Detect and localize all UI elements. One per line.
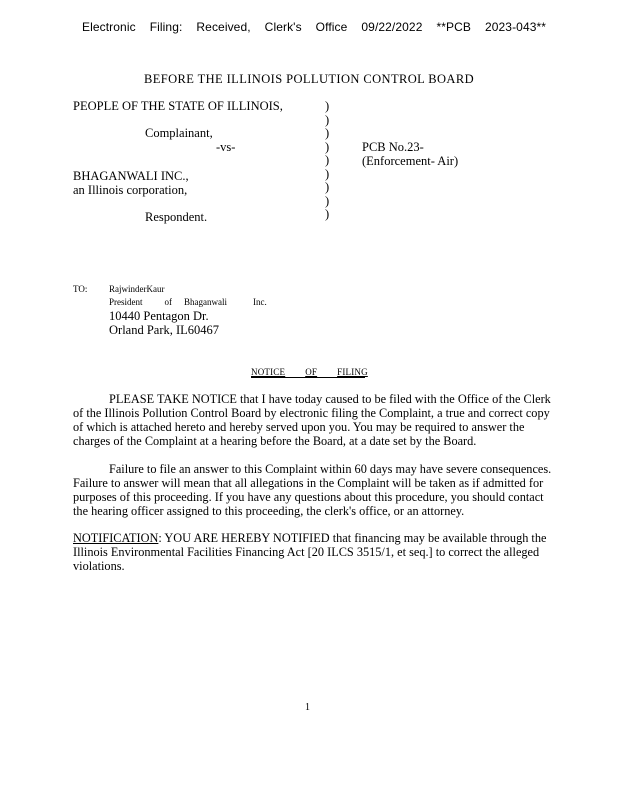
defendant-description: an Illinois corporation, bbox=[73, 183, 188, 197]
notification-line3: violations. bbox=[73, 559, 125, 573]
para1-line2: of the Illinois Pollution Control Board by electronic filing the Complaint, a true and correct copy bbox=[73, 406, 550, 420]
caption-parentheses: ) ) ) ) ) ) ) ) ) bbox=[325, 99, 330, 221]
notice-of-filing-heading: NOTICE OF FILING bbox=[251, 367, 368, 377]
address-city: Orland Park, IL60467 bbox=[109, 323, 220, 337]
complainant-label: Complainant, bbox=[145, 126, 213, 140]
addressee-title: President of Bhaganwali Inc. bbox=[109, 297, 267, 307]
case-number: PCB No.23- bbox=[362, 140, 424, 154]
defendant-name: BHAGANWALI INC., bbox=[73, 169, 189, 183]
para1-line1: PLEASE TAKE NOTICE that I have today caused to be filed with the Office of the Clerk bbox=[109, 392, 551, 406]
para2-line3: purposes of this proceeding. If you have any questions about this procedure, you should contact bbox=[73, 490, 544, 504]
heading-underline bbox=[251, 377, 365, 378]
notification-label: NOTIFICATION bbox=[73, 531, 159, 545]
case-type: (Enforcement- Air) bbox=[362, 154, 459, 168]
para2-line2: Failure to answer will mean that all allegations in the Complaint will be taken as if admitted for bbox=[73, 476, 544, 490]
versus-label: -vs- bbox=[216, 140, 236, 154]
board-title: BEFORE THE ILLINOIS POLLUTION CONTROL BOARD bbox=[143, 72, 475, 86]
to-label: TO: bbox=[73, 284, 88, 294]
para1-line3: of which is attached hereto and hereby served upon you. You may be required to answer the bbox=[73, 420, 525, 434]
addressee-name: RajwinderKaur bbox=[109, 284, 165, 294]
address-street: 10440 Pentagon Dr. bbox=[109, 309, 209, 323]
respondent-label: Respondent. bbox=[145, 210, 208, 224]
para2-line1: Failure to file an answer to this Complaint within 60 days may have severe consequences. bbox=[109, 462, 552, 476]
para2-line4: the hearing officer assigned to this proceeding, the clerk's office, or an attorney. bbox=[73, 504, 465, 518]
plaintiff-name: PEOPLE OF THE STATE OF ILLINOIS, bbox=[73, 99, 283, 113]
para1-line4: charges of the Complaint at a hearing before the Board, at a date set by the Board. bbox=[73, 434, 477, 448]
filing-stamp: Electronic Filing: Received, Clerk's Office 09/22/2022 **PCB 2023-043** bbox=[82, 20, 547, 34]
notification-line1: NOTIFICATION: YOU ARE HEREBY NOTIFIED that financing may be available through the bbox=[73, 531, 547, 545]
notification-line2: Illinois Environmental Facilities Financing Act [20 ILCS 3515/1, et seq.] to correct the alleged bbox=[73, 545, 540, 559]
page-number: 1 bbox=[305, 702, 310, 713]
